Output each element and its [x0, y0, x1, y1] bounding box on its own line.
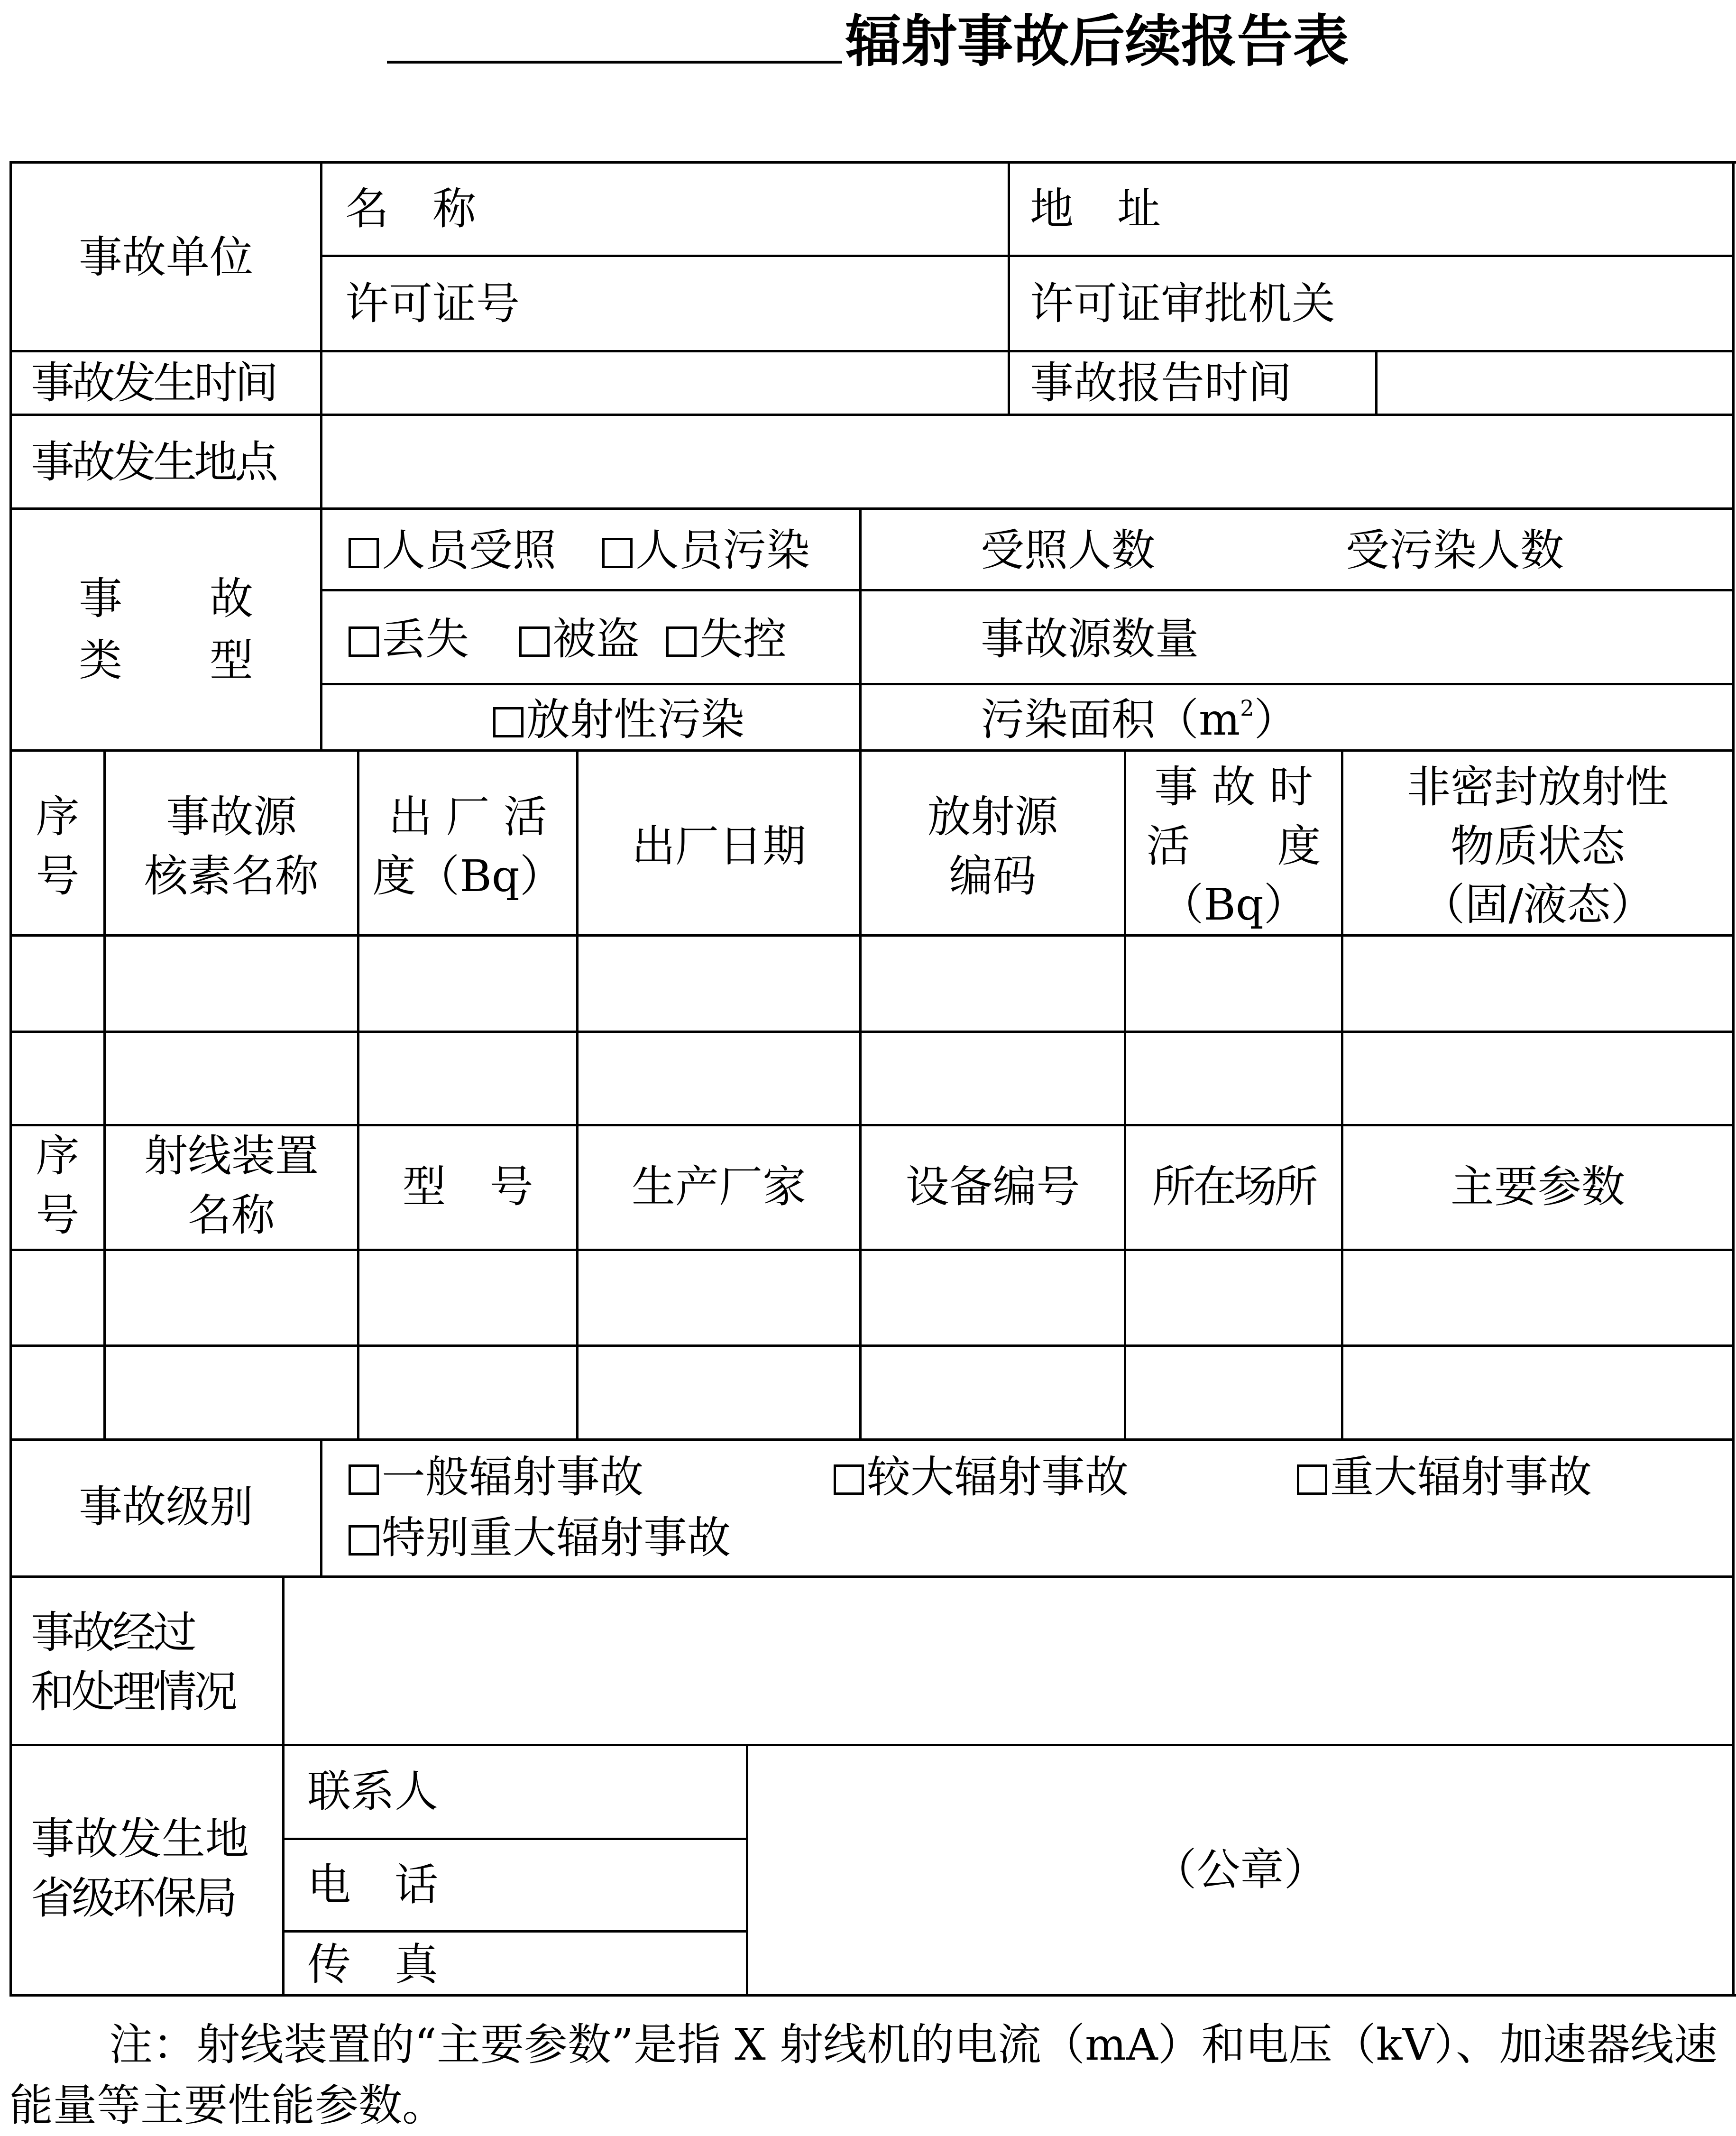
type-row-out-of-control: 失控: [666, 609, 787, 669]
src-nuclide-header-2: 核素名称: [144, 851, 319, 902]
src-activity-header-1: 出 厂 活: [388, 792, 547, 842]
occur-time-label: 事故发生时间: [31, 358, 276, 408]
report-time-label: 事故报告时间: [1030, 358, 1292, 408]
dev-params-header: 主要参数: [1450, 1161, 1625, 1212]
level-row-especially-major: 特别重大辐射事故: [349, 1508, 731, 1567]
checkbox-radioactive-contamination[interactable]: [493, 707, 524, 737]
device-table-row[interactable]: [12, 1347, 1732, 1438]
src-acc-activity-header-2: 活 度: [1146, 821, 1321, 872]
dev-no-header-2: 号: [36, 1190, 80, 1241]
level-label: 事故级别: [78, 1482, 253, 1532]
src-code-header-1: 放射源: [927, 792, 1058, 842]
src-state-header-1: 非密封放射性: [1406, 762, 1669, 812]
place-input[interactable]: [322, 416, 1732, 507]
dev-maker-header: 生产厂家: [631, 1161, 806, 1212]
src-state-header-3: （固/液态）: [1421, 879, 1654, 930]
checkbox-irradiation[interactable]: [349, 538, 379, 568]
report-time-input[interactable]: [1378, 352, 1732, 414]
src-acc-activity-header-3: （Bq）: [1160, 879, 1307, 930]
type-row-radioactive-contamination: 放射性污染: [493, 690, 744, 749]
source-quantity-label: 事故源数量: [981, 614, 1199, 664]
unit-name-field[interactable]: 名 称: [345, 184, 477, 234]
fax-field[interactable]: 传 真: [307, 1939, 439, 1990]
contamination-area-label: 污染面积$(m^2)$: [981, 694, 1298, 745]
unit-address-field[interactable]: 地 址: [1030, 184, 1161, 234]
level-row-major: 重大辐射事故: [1297, 1447, 1592, 1507]
checkbox-larger-accident[interactable]: [834, 1464, 864, 1495]
footnote: 注：射线装置的“主要参数”是指 X 射线机的电流（mA）和电压（kV）、加速器线速能量等主要性能参数。: [9, 2019, 1718, 2131]
dev-name-header-2: 名称: [187, 1190, 275, 1241]
src-nuclide-header-1: 事故源: [165, 792, 297, 842]
level-row-general: 一般辐射事故: [349, 1447, 643, 1507]
license-authority-field[interactable]: 许可证审批机关: [1030, 278, 1336, 329]
license-number-field[interactable]: 许可证号: [345, 278, 520, 329]
src-no-header-2: 号: [36, 851, 80, 902]
type-row-irradiation: 人员受照: [349, 521, 556, 580]
contaminated-count-label: 受污染人数: [1346, 525, 1564, 576]
checkbox-contamination[interactable]: [602, 538, 633, 568]
source-table-row[interactable]: [12, 937, 1732, 1031]
dev-model-header: 型 号: [402, 1161, 533, 1212]
type-label-line1: 事 故: [78, 573, 253, 624]
type-label-line2: 类 型: [78, 635, 253, 686]
src-activity-header-2: 度（Bq）: [372, 851, 563, 902]
checkbox-major-accident[interactable]: [1297, 1464, 1327, 1495]
src-state-header-2: 物质状态: [1450, 821, 1625, 872]
src-no-header-1: 序: [36, 792, 80, 842]
dev-no-header-1: 序: [36, 1131, 80, 1181]
process-input[interactable]: [285, 1578, 1732, 1744]
checkbox-especially-major-accident[interactable]: [349, 1525, 379, 1556]
type-row-lost: 丢失: [349, 609, 469, 669]
type-row-contamination: 人员污染: [602, 521, 810, 580]
title-blank-line: [387, 5, 842, 64]
src-code-header-2: 编码: [949, 851, 1037, 902]
place-label: 事故发生地点: [31, 437, 276, 488]
src-acc-activity-header-1: 事 故 时: [1154, 762, 1313, 812]
form-title: 辐射事故后续报告表: [0, 5, 1736, 74]
irradiated-count-label: 受照人数: [981, 525, 1156, 576]
official-seal-label: （公章）: [1153, 1844, 1328, 1895]
type-row-stolen: 被盗: [519, 609, 640, 669]
source-table-row[interactable]: [12, 1033, 1732, 1124]
checkbox-out-of-control[interactable]: [666, 626, 697, 657]
dev-name-header-1: 射线装置: [144, 1131, 319, 1181]
src-date-header: 出厂日期: [631, 821, 806, 872]
level-row-larger: 较大辐射事故: [834, 1447, 1129, 1507]
checkbox-lost[interactable]: [349, 626, 379, 657]
process-label-1: 事故经过: [31, 1607, 194, 1658]
checkbox-stolen[interactable]: [519, 626, 550, 657]
device-table-row[interactable]: [12, 1251, 1732, 1344]
checkbox-general-accident[interactable]: [349, 1464, 379, 1495]
contact-field[interactable]: 联系人: [307, 1766, 439, 1817]
process-label-2: 和处理情况: [31, 1666, 235, 1717]
bureau-label-2: 省级环保局: [31, 1873, 235, 1924]
phone-field[interactable]: 电 话: [307, 1860, 439, 1910]
bureau-label-1: 事故发生地: [31, 1814, 249, 1864]
occur-time-input[interactable]: [322, 352, 1008, 414]
unit-label: 事故单位: [78, 232, 253, 283]
dev-serial-header: 设备编号: [905, 1161, 1080, 1212]
dev-location-header: 所在场所: [1152, 1161, 1315, 1212]
